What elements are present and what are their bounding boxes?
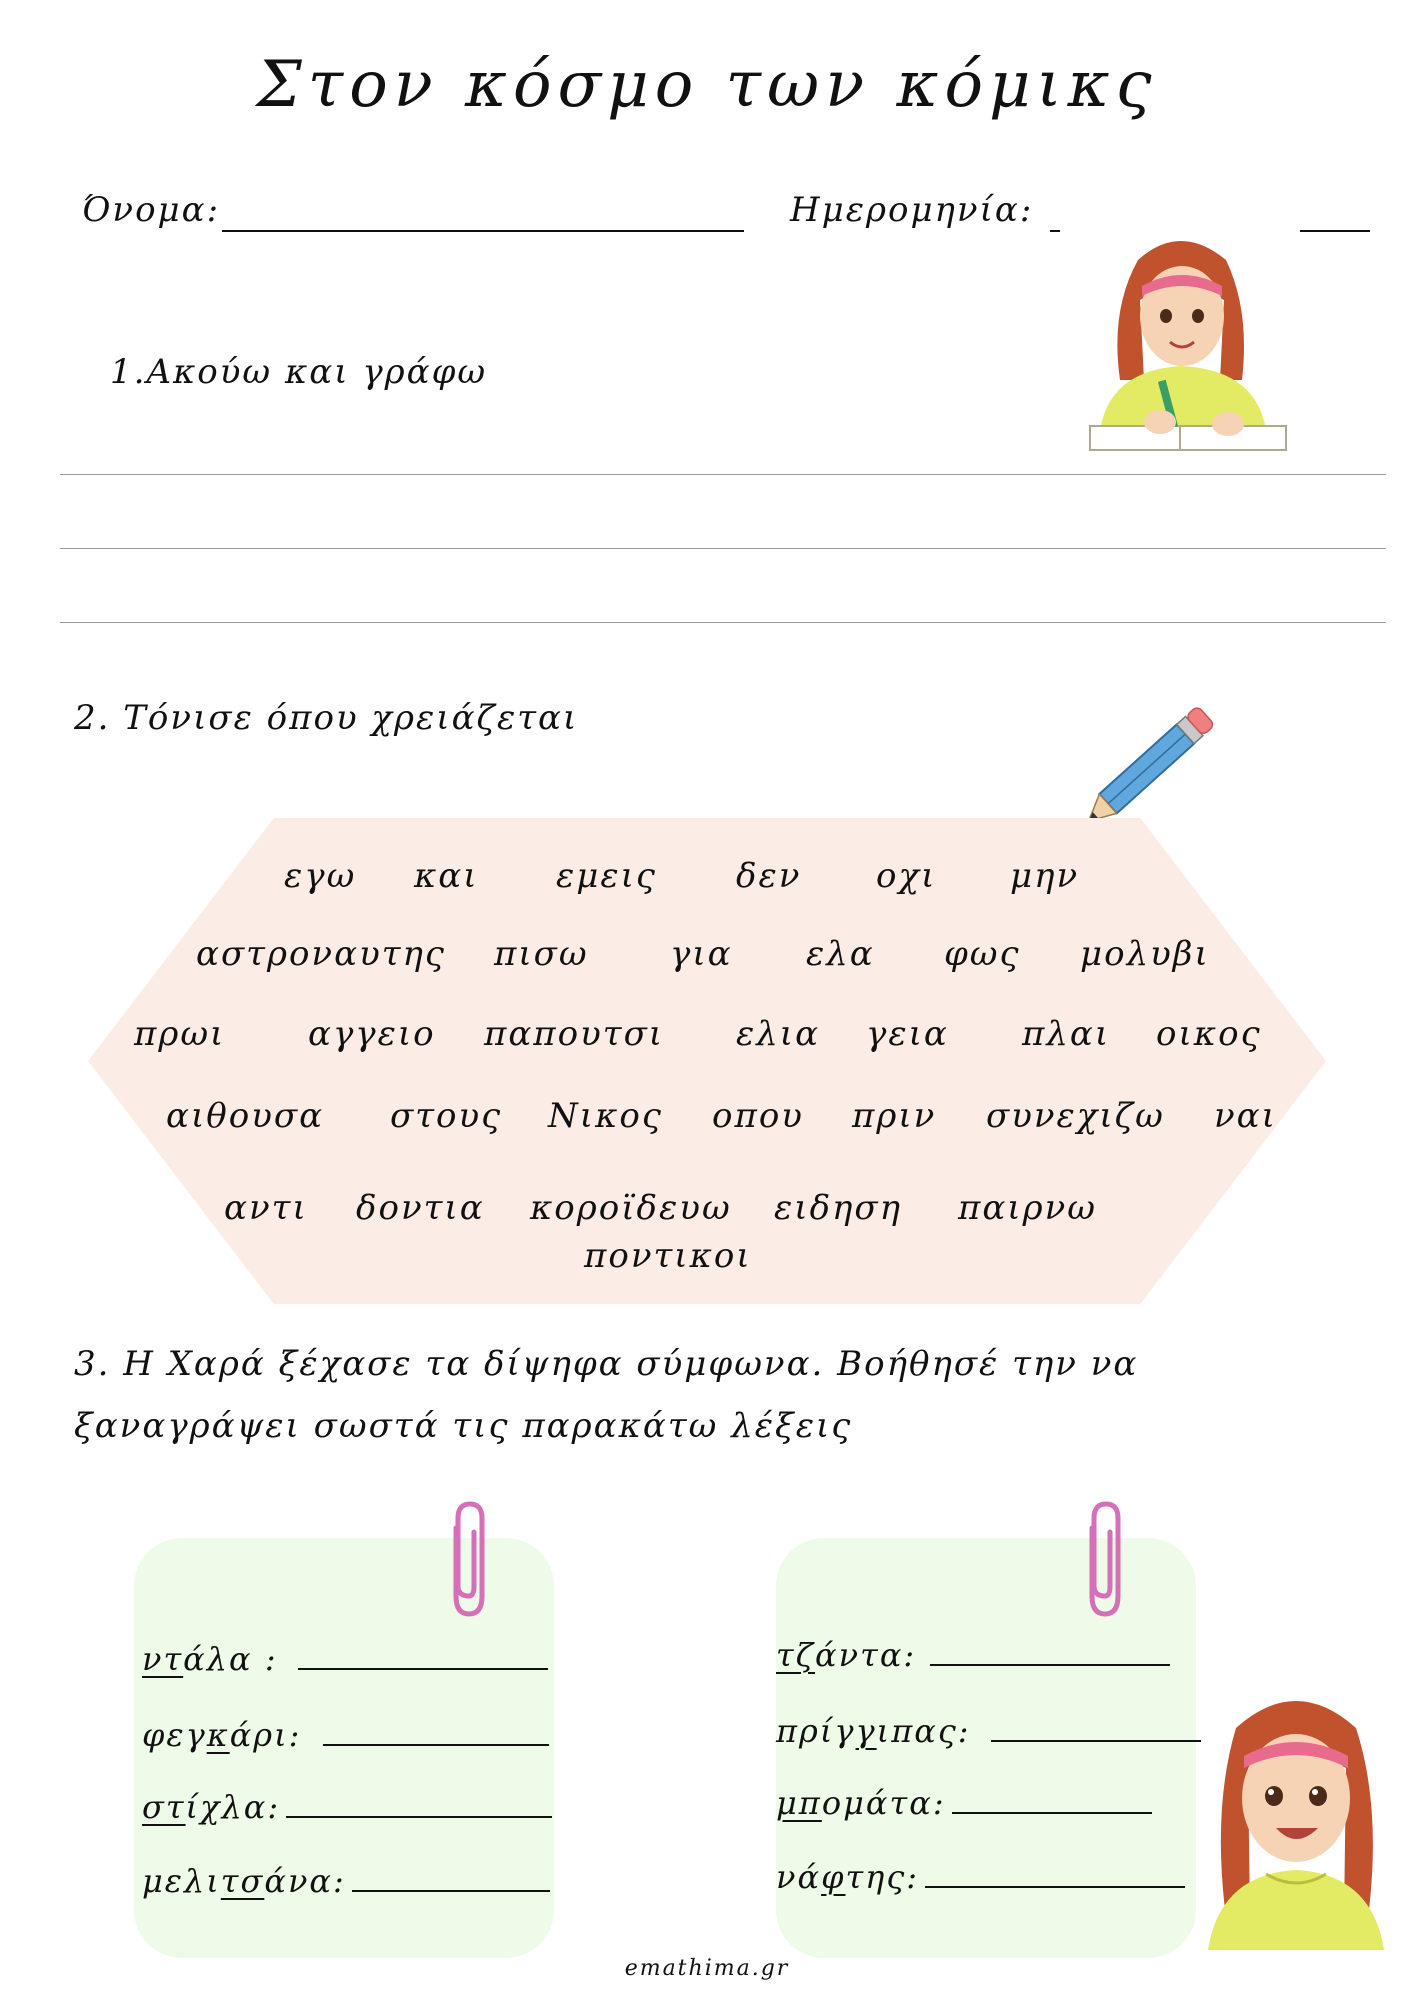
word-suffix: άντα: xyxy=(815,1636,917,1674)
word-prefix: νά xyxy=(776,1858,822,1896)
word-prefix: μελι xyxy=(142,1862,221,1900)
word-item: πισω xyxy=(494,934,589,974)
footer-brand[interactable]: emathima.gr xyxy=(624,1956,790,1981)
word-item: και xyxy=(414,856,479,896)
word-item: κοροϊδευω xyxy=(530,1188,732,1228)
word-item: αντι xyxy=(224,1188,308,1228)
word-fill-row xyxy=(776,1784,1152,1822)
word-item: δοντια xyxy=(356,1188,485,1228)
word-item: παπουτσι xyxy=(484,1014,665,1054)
word-cloud-background xyxy=(88,818,1326,1304)
answer-line[interactable] xyxy=(323,1744,549,1746)
word-fill-row xyxy=(776,1858,1185,1896)
answer-line[interactable] xyxy=(930,1664,1170,1666)
word-item: αιθουσα xyxy=(166,1096,325,1136)
word-item: ειδηση xyxy=(774,1188,902,1228)
word-digraph: ντ xyxy=(142,1640,184,1678)
word-fill-row xyxy=(142,1862,550,1900)
word-item: για xyxy=(670,934,733,974)
girl-writing-illustration xyxy=(1060,230,1300,456)
word-item: αστροναυτης xyxy=(196,934,446,974)
word-suffix: άρι: xyxy=(229,1716,302,1754)
word-prefix: φεγ xyxy=(142,1716,207,1754)
word-prefix: πρίγ xyxy=(776,1712,856,1750)
word-suffix: ιπας: xyxy=(876,1712,971,1750)
word-fill-row xyxy=(142,1788,552,1826)
word-item: οικος xyxy=(1156,1014,1262,1054)
page-title: Στον κόσμο των κόμικς xyxy=(256,48,1158,122)
word-item: οχι xyxy=(876,856,937,896)
word-item: ελα xyxy=(806,934,875,974)
word-item: ελια xyxy=(736,1014,821,1054)
word-item: εγω xyxy=(284,856,357,896)
word-digraph: μπ xyxy=(776,1784,822,1822)
word-item: πρωι xyxy=(134,1014,226,1054)
word-item: ναι xyxy=(1214,1096,1277,1136)
word-item: Νικος xyxy=(548,1096,663,1136)
word-digraph: τσ xyxy=(220,1862,265,1900)
pencil-icon xyxy=(1074,690,1234,840)
word-digraph: φ xyxy=(821,1858,846,1896)
word-suffix: άνα: xyxy=(264,1862,346,1900)
word-digraph: τζ xyxy=(776,1636,816,1674)
answer-line[interactable] xyxy=(298,1668,548,1670)
answer-line[interactable] xyxy=(925,1886,1185,1888)
word-item: ποντικοι xyxy=(584,1236,752,1276)
writing-line-2[interactable] xyxy=(60,548,1386,549)
word-fill-row xyxy=(776,1712,1201,1750)
word-suffix: ίχλα: xyxy=(185,1788,281,1826)
word-item: πλαι xyxy=(1022,1014,1111,1054)
paperclip-icon xyxy=(1076,1498,1134,1622)
word-suffix: της: xyxy=(845,1858,920,1896)
name-field[interactable] xyxy=(222,230,744,232)
section1-title: 1.Ακούω και γράφω xyxy=(110,352,488,392)
word-digraph: γ xyxy=(855,1712,877,1750)
name-label: Όνομα: xyxy=(82,190,221,230)
word-item: φως xyxy=(944,934,1021,974)
word-item: μολυβι xyxy=(1080,934,1210,974)
date-label: Ημερομηνία: xyxy=(790,190,1034,230)
writing-line-3[interactable] xyxy=(60,622,1386,623)
answer-line[interactable] xyxy=(286,1816,552,1818)
answer-line[interactable] xyxy=(952,1812,1152,1814)
word-item: εμεις xyxy=(556,856,657,896)
word-fill-row xyxy=(142,1640,548,1678)
word-item: μην xyxy=(1010,856,1080,896)
word-suffix: άλα : xyxy=(183,1640,278,1678)
section3-instruction-line1: 3. Η Χαρά ξέχασε τα δίψηφα σύμφωνα. Βοήθησέ την να xyxy=(74,1344,1139,1384)
paperclip-icon xyxy=(440,1498,498,1622)
section2-title: 2. Τόνισε όπου χρειάζεται xyxy=(74,698,579,738)
word-item: γεια xyxy=(866,1014,949,1054)
word-fill-row xyxy=(142,1716,549,1754)
word-item: δεν xyxy=(736,856,802,896)
girl-smiling-illustration xyxy=(1196,1678,1396,1950)
answer-line[interactable] xyxy=(991,1740,1201,1742)
word-item: αγγειο xyxy=(308,1014,436,1054)
word-digraph: κ xyxy=(206,1716,230,1754)
answer-line[interactable] xyxy=(352,1890,550,1892)
word-fill-row xyxy=(776,1636,1170,1674)
section3-instruction-line2: ξαναγράψει σωστά τις παρακάτω λέξεις xyxy=(74,1406,853,1446)
word-item: συνεχιζω xyxy=(986,1096,1165,1136)
word-item: παιρνω xyxy=(958,1188,1098,1228)
word-suffix: ομάτα: xyxy=(821,1784,946,1822)
writing-line-1[interactable] xyxy=(60,474,1386,475)
word-item: πριν xyxy=(852,1096,937,1136)
word-item: οπου xyxy=(712,1096,804,1136)
word-item: στους xyxy=(390,1096,503,1136)
word-digraph: στ xyxy=(142,1788,186,1826)
